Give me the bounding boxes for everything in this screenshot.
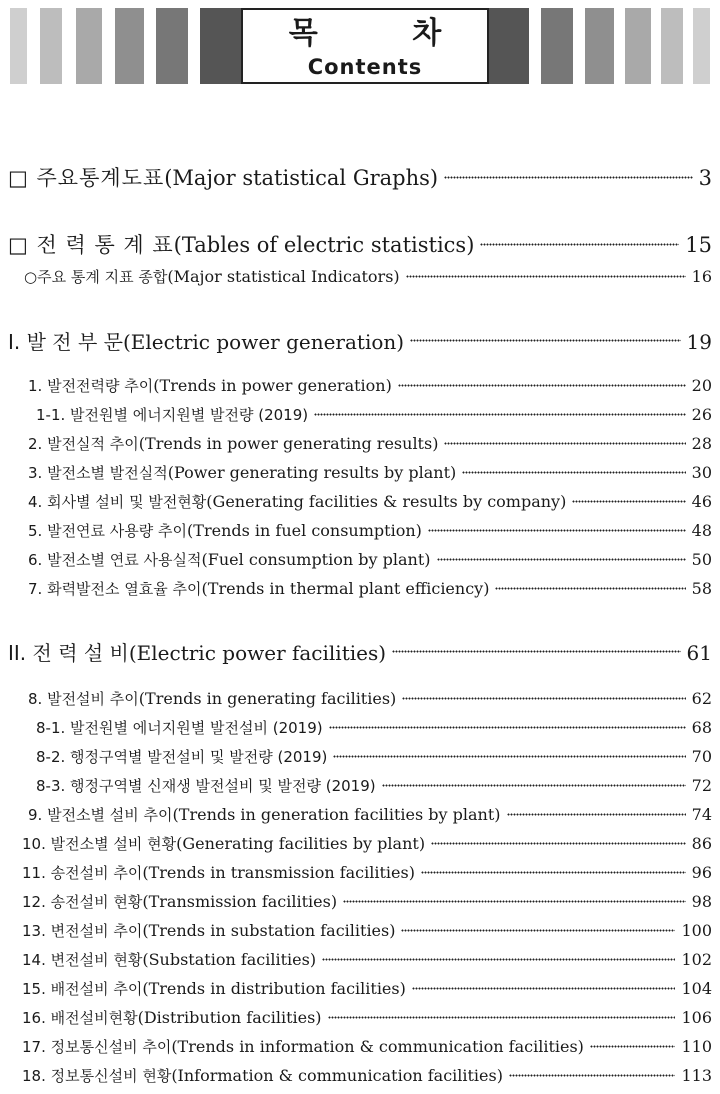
toc-entry-ko: 14. 변전설비 현황 — [22, 951, 143, 969]
toc-entry-ko: 5. 발전연료 사용량 추이 — [28, 522, 188, 540]
toc-entry-tables[interactable] — [8, 229, 712, 259]
toc-entry[interactable] — [22, 1007, 712, 1028]
leader-dots — [412, 987, 676, 990]
toc-entry-ko: 8. 발전설비 추이 — [28, 690, 139, 708]
contents-title-box — [241, 8, 489, 84]
toc-entry-en: (Generating facilities & results by company) — [206, 492, 567, 511]
toc-page-number: 28 — [691, 434, 712, 453]
toc-entry-en: (Substation facilities) — [142, 950, 317, 969]
page-header — [0, 0, 720, 92]
toc-page-number: 74 — [691, 805, 712, 824]
toc-entry[interactable] — [28, 491, 712, 512]
toc-entry[interactable] — [22, 833, 712, 854]
toc-entry[interactable] — [28, 520, 712, 541]
toc-page-number: 98 — [691, 892, 712, 911]
title-korean: 목 차 — [288, 16, 484, 51]
leader-dots — [507, 813, 686, 816]
toc-page-number: 104 — [681, 979, 712, 998]
toc-page-number: 48 — [691, 521, 712, 540]
toc-entry[interactable] — [36, 746, 712, 767]
toc-page-number: 58 — [691, 579, 712, 598]
toc-entry[interactable] — [22, 891, 712, 912]
toc-page-number: 68 — [691, 718, 712, 737]
toc-page-number: 16 — [691, 267, 712, 286]
header-stripe — [115, 8, 144, 84]
toc-entry-ko: 18. 정보통신설비 현황 — [22, 1067, 172, 1085]
toc-page-number: 30 — [691, 463, 712, 482]
toc-page-number: 15 — [685, 233, 712, 257]
leader-dots — [401, 929, 675, 932]
toc-entry-en: (Electric power facilities) — [128, 641, 387, 665]
toc-entry[interactable] — [36, 717, 712, 738]
header-stripe — [10, 8, 27, 84]
leader-dots — [428, 529, 686, 532]
toc-page-number: 61 — [686, 641, 712, 665]
toc-entry-en: (Information & communication facilities) — [171, 1066, 503, 1085]
toc-entry-ko: 4. 회사별 설비 및 발전현황 — [28, 493, 207, 511]
toc-entry-en: (Power generating results by plant) — [167, 463, 457, 482]
toc-page-number: 100 — [681, 921, 712, 940]
leader-dots — [590, 1045, 676, 1048]
leader-dots — [444, 442, 685, 445]
toc-entry-ko: 6. 발전소별 연료 사용실적 — [28, 551, 202, 569]
toc-entry-ko: 12. 송전설비 현황 — [22, 893, 143, 911]
toc-entry-ko: 17. 정보통신설비 추이 — [22, 1038, 172, 1056]
toc-page-number: 26 — [691, 405, 712, 424]
toc-entry[interactable] — [28, 549, 712, 570]
toc-entry-ko: 8-2. 행정구역별 발전설비 및 발전량 (2019) — [36, 748, 328, 766]
toc-entry-ko: □ 주요통계도표 — [8, 166, 165, 190]
toc-entry[interactable] — [28, 578, 712, 599]
leader-dots — [402, 697, 685, 700]
header-stripe — [489, 8, 529, 84]
toc-entry-ko: 16. 배전설비현황 — [22, 1009, 138, 1027]
toc-page-number: 72 — [691, 776, 712, 795]
leader-dots — [382, 784, 686, 787]
toc-entry-en: (Trends in generation facilities by plant) — [172, 805, 501, 824]
toc-entry[interactable] — [36, 775, 712, 796]
leader-dots — [421, 871, 686, 874]
toc-entry-en: (Trends in thermal plant efficiency) — [201, 579, 490, 598]
toc-entry-ko: 1-1. 발전원별 에너지원별 발전량 (2019) — [36, 406, 309, 424]
toc-entry-en: (Trends in generating facilities) — [138, 689, 397, 708]
toc-entry-en: (Major statistical Graphs) — [164, 166, 439, 190]
toc-entry-ko: 1. 발전전력량 추이 — [28, 377, 154, 395]
toc-entry-en: (Trends in power generating results) — [138, 434, 439, 453]
toc-entry[interactable] — [36, 404, 712, 425]
header-stripe — [693, 8, 710, 84]
header-stripe — [541, 8, 573, 84]
toc-entry-ko: 8-1. 발전원별 에너지원별 발전설비 (2019) — [36, 719, 323, 737]
header-stripe — [661, 8, 683, 84]
toc-entry-ko: 9. 발전소별 설비 추이 — [28, 806, 173, 824]
leader-dots — [431, 842, 686, 845]
toc-page-number: 86 — [691, 834, 712, 853]
toc-entry-ko: 8-3. 행정구역별 신재생 발전설비 및 발전량 (2019) — [36, 777, 376, 795]
toc-entry-ko: ○주요 통계 지표 종합 — [24, 268, 168, 286]
toc-entry-indicators[interactable] — [24, 266, 712, 287]
toc-page-number: 20 — [691, 376, 712, 395]
toc-entry[interactable] — [28, 433, 712, 454]
toc-page-number: 110 — [681, 1037, 712, 1056]
toc-entry-ko: I. 발 전 부 문 — [8, 330, 123, 354]
toc-entry-ko: □ 전 력 통 계 표 — [8, 233, 174, 257]
toc-entry-en: (Tables of electric statistics) — [173, 233, 475, 257]
toc-entry[interactable] — [28, 804, 712, 825]
toc-entry[interactable] — [22, 862, 712, 883]
toc-entry-en: (Distribution facilities) — [137, 1008, 322, 1027]
toc-page-number: 46 — [691, 492, 712, 511]
leader-dots — [437, 558, 686, 561]
toc-entry-en: (Major statistical Indicators) — [167, 267, 400, 286]
toc-entry[interactable] — [22, 1065, 712, 1086]
toc-page-number: 96 — [691, 863, 712, 882]
leader-dots — [480, 243, 679, 246]
toc-entry-ko: II. 전 력 설 비 — [8, 641, 129, 665]
header-stripe — [200, 8, 241, 84]
leader-dots — [398, 384, 686, 387]
toc-entry-ko: 3. 발전소별 발전실적 — [28, 464, 168, 482]
leader-dots — [410, 339, 680, 342]
toc-entry-en: (Generating facilities by plant) — [176, 834, 426, 853]
toc-entry[interactable] — [28, 462, 712, 483]
toc-entry-en: (Trends in substation facilities) — [142, 921, 396, 940]
header-stripe — [156, 8, 188, 84]
toc-page-number: 19 — [686, 330, 712, 354]
leader-dots — [333, 755, 685, 758]
toc-section-2[interactable] — [8, 637, 712, 666]
leader-dots — [462, 471, 685, 474]
toc-entry[interactable] — [28, 688, 712, 709]
toc-entry-en: (Trends in power generation) — [153, 376, 392, 395]
toc-entry[interactable] — [22, 1036, 712, 1057]
header-stripe — [76, 8, 102, 84]
leader-dots — [509, 1074, 675, 1077]
toc-page-number: 3 — [698, 166, 712, 190]
toc-entry-en: (Trends in information & communication facilities) — [171, 1037, 584, 1056]
toc-page-number: 50 — [691, 550, 712, 569]
toc-entry-en: (Trends in fuel consumption) — [187, 521, 422, 540]
toc-entry-en: (Trends in transmission facilities) — [142, 863, 415, 882]
title-english: Contents — [307, 55, 423, 79]
toc-section-1[interactable] — [8, 326, 712, 355]
toc-page-number: 113 — [681, 1066, 712, 1085]
toc-entry-ko: 2. 발전실적 추이 — [28, 435, 139, 453]
toc-entry[interactable] — [28, 375, 712, 396]
header-stripe — [585, 8, 614, 84]
toc-page-number: 106 — [681, 1008, 712, 1027]
leader-dots — [495, 587, 685, 590]
toc-entry[interactable] — [22, 949, 712, 970]
leader-dots — [444, 176, 693, 179]
toc-entry-en: (Trends in distribution facilities) — [142, 979, 406, 998]
toc-entry-en: (Electric power generation) — [122, 330, 405, 354]
toc-entry-ko: 11. 송전설비 추이 — [22, 864, 143, 882]
toc-entry-ko: 15. 배전설비 추이 — [22, 980, 143, 998]
leader-dots — [406, 275, 686, 278]
leader-dots — [392, 650, 681, 653]
header-stripe — [40, 8, 62, 84]
toc-entry-major-graphs[interactable] — [8, 162, 712, 192]
toc-entry[interactable] — [22, 920, 712, 941]
toc-page-number: 102 — [681, 950, 712, 969]
leader-dots — [314, 413, 686, 416]
toc-entry-en: (Transmission facilities) — [142, 892, 338, 911]
leader-dots — [572, 500, 685, 503]
leader-dots — [343, 900, 686, 903]
toc-entry-ko: 7. 화력발전소 열효율 추이 — [28, 580, 202, 598]
toc-entry-ko: 13. 변전설비 추이 — [22, 922, 143, 940]
leader-dots — [329, 726, 686, 729]
toc-entry-ko: 10. 발전소별 설비 현황 — [22, 835, 177, 853]
toc-entry[interactable] — [22, 978, 712, 999]
toc-page-number: 70 — [691, 747, 712, 766]
toc-page-number: 62 — [691, 689, 712, 708]
leader-dots — [328, 1016, 676, 1019]
header-stripe — [625, 8, 651, 84]
leader-dots — [322, 958, 675, 961]
toc-entry-en: (Fuel consumption by plant) — [201, 550, 431, 569]
